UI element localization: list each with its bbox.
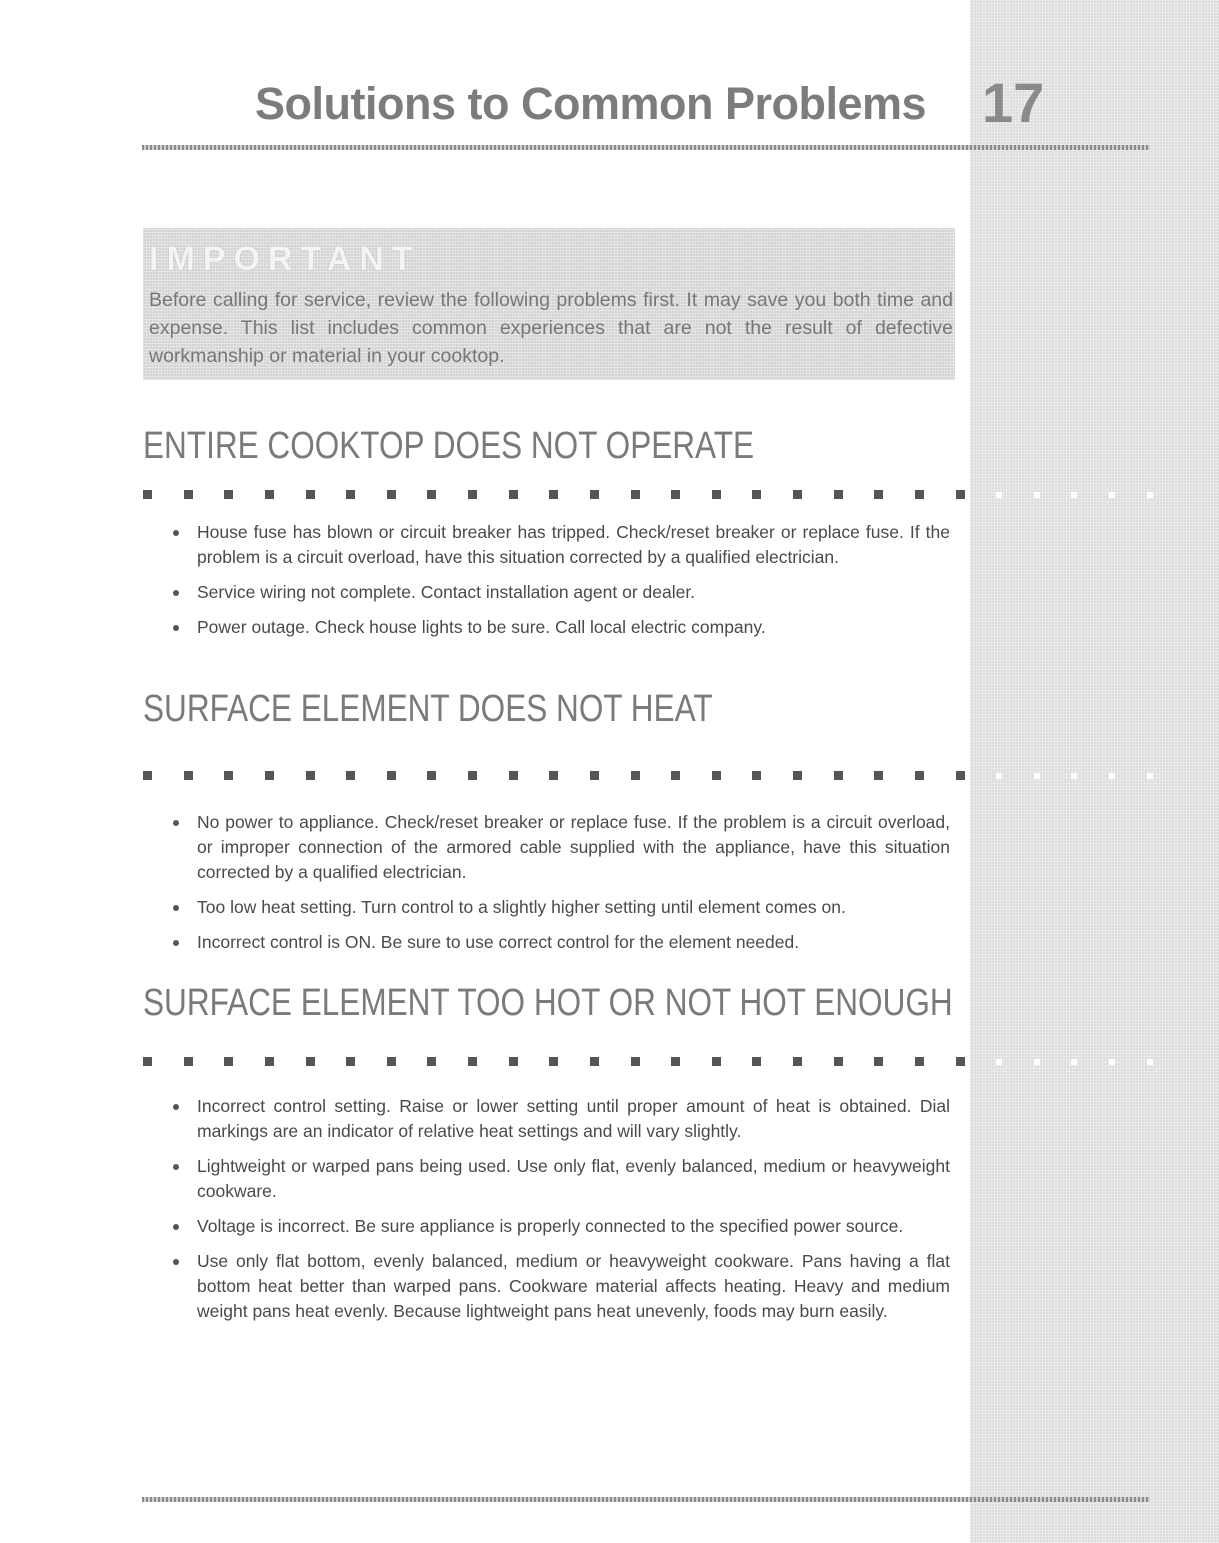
page-title: Solutions to Common Problems [255,78,927,129]
divider-dot [224,771,233,780]
divider-dot [631,490,640,499]
divider-dot [956,490,965,499]
divider-dot [1109,492,1115,498]
divider-dot [427,490,436,499]
divider-dot [752,771,761,780]
divider-dot [915,1057,924,1066]
divider-dot [509,490,518,499]
divider-dot [346,490,355,499]
divider-dot [265,490,274,499]
divider-dot [793,771,802,780]
divider-dot [793,490,802,499]
divider-dot [1147,1059,1153,1065]
divider-dot [712,490,721,499]
list-item: Too low heat setting. Turn control to a slightly higher setting until element comes on. [170,895,950,920]
section-list-element-not-heat [170,810,950,965]
divider-dot [549,771,558,780]
divider-dot [468,1057,477,1066]
divider-dot [387,1057,396,1066]
dotted-divider [143,1057,1153,1066]
divider-dot [956,771,965,780]
divider-dot [590,1057,599,1066]
divider-dot [468,771,477,780]
divider-dot [590,771,599,780]
page-number: 17 [982,71,1045,134]
section-list-cooktop-not-operate [170,520,950,650]
list-item: House fuse has blown or circuit breaker has tripped. Check/reset breaker or replace fuse. If the problem is a circuit overload, have this situation corrected by a qualified electrician. [170,520,950,570]
divider-dot [509,1057,518,1066]
divider-dot [346,1057,355,1066]
divider-dot [874,490,883,499]
divider-dot [143,1057,152,1066]
divider-dot [265,1057,274,1066]
divider-dot [631,771,640,780]
list-item: Power outage. Check house lights to be sure. Call local electric company. [170,615,950,640]
divider-dot [712,771,721,780]
section-heading-element-too-hot: SURFACE ELEMENT TOO HOT OR NOT HOT ENOUGH [143,982,953,1024]
divider-dot [1147,773,1153,779]
divider-dot [306,1057,315,1066]
section-heading-element-not-heat: SURFACE ELEMENT DOES NOT HEAT [143,688,713,730]
divider-dot [1109,1059,1115,1065]
divider-dot [184,1057,193,1066]
dotted-divider [143,490,1153,499]
divider-dot [143,771,152,780]
divider-dot [752,490,761,499]
divider-dot [915,771,924,780]
divider-dot [996,1059,1002,1065]
divider-dot [590,490,599,499]
divider-dot [346,771,355,780]
divider-dot [1147,492,1153,498]
divider-dot [265,771,274,780]
important-notice [143,228,955,380]
divider-dot [306,490,315,499]
divider-dot [671,490,680,499]
divider-dot [1034,1059,1040,1065]
list-item: Incorrect control setting. Raise or lower setting until proper amount of heat is obtained. Dial markings are an indicator of relative heat settings and will vary slightly. [170,1094,950,1144]
section-heading-cooktop-not-operate: ENTIRE COOKTOP DOES NOT OPERATE [143,425,755,467]
header-divider [142,145,1150,150]
divider-dot [834,1057,843,1066]
divider-dot [387,490,396,499]
divider-dot [996,773,1002,779]
footer-divider [142,1497,1150,1502]
divider-dot [427,1057,436,1066]
list-item: Lightweight or warped pans being used. Use only flat, evenly balanced, medium or heavyweight cookware. [170,1154,950,1204]
divider-dot [427,771,436,780]
divider-dot [671,1057,680,1066]
divider-dot [793,1057,802,1066]
divider-dot [834,771,843,780]
divider-dot [184,771,193,780]
divider-dot [956,1057,965,1066]
list-item: Incorrect control is ON. Be sure to use correct control for the element needed. [170,930,950,955]
important-heading: IMPORTANT [149,240,421,278]
divider-dot [1071,773,1077,779]
divider-dot [509,771,518,780]
divider-dot [1071,1059,1077,1065]
divider-dot [549,1057,558,1066]
list-item: Service wiring not complete. Contact installation agent or dealer. [170,580,950,605]
list-item: Use only flat bottom, evenly balanced, medium or heavyweight cookware. Pans having a flat bottom heat better than warped pans. Cookware material affects heating. Heavy and medium weight pans heat evenly. Because lightweight pans heat unevenly, foods may burn easily. [170,1249,950,1324]
divider-dot [996,492,1002,498]
divider-dot [549,490,558,499]
section-list-element-too-hot [170,1094,950,1334]
divider-dot [387,771,396,780]
list-item: Voltage is incorrect. Be sure appliance is properly connected to the specified power source. [170,1214,950,1239]
divider-dot [224,490,233,499]
divider-dot [143,490,152,499]
divider-dot [874,771,883,780]
divider-dot [752,1057,761,1066]
divider-dot [1109,773,1115,779]
divider-dot [712,1057,721,1066]
divider-dot [184,490,193,499]
important-text: Before calling for service, review the following problems first. It may save you both time and expense. This list includes common experiences that are not the result of defective workmanship or material in your cooktop. [149,289,953,367]
divider-dot [224,1057,233,1066]
divider-dot [631,1057,640,1066]
divider-dot [1034,492,1040,498]
divider-dot [834,490,843,499]
divider-dot [874,1057,883,1066]
dotted-divider [143,771,1153,780]
divider-dot [915,490,924,499]
divider-dot [671,771,680,780]
list-item: No power to appliance. Check/reset breaker or replace fuse. If the problem is a circuit overload, or improper connection of the armored cable supplied with the appliance, have this situation corrected by a qualified electrician. [170,810,950,885]
divider-dot [468,490,477,499]
divider-dot [1071,492,1077,498]
divider-dot [1034,773,1040,779]
divider-dot [306,771,315,780]
